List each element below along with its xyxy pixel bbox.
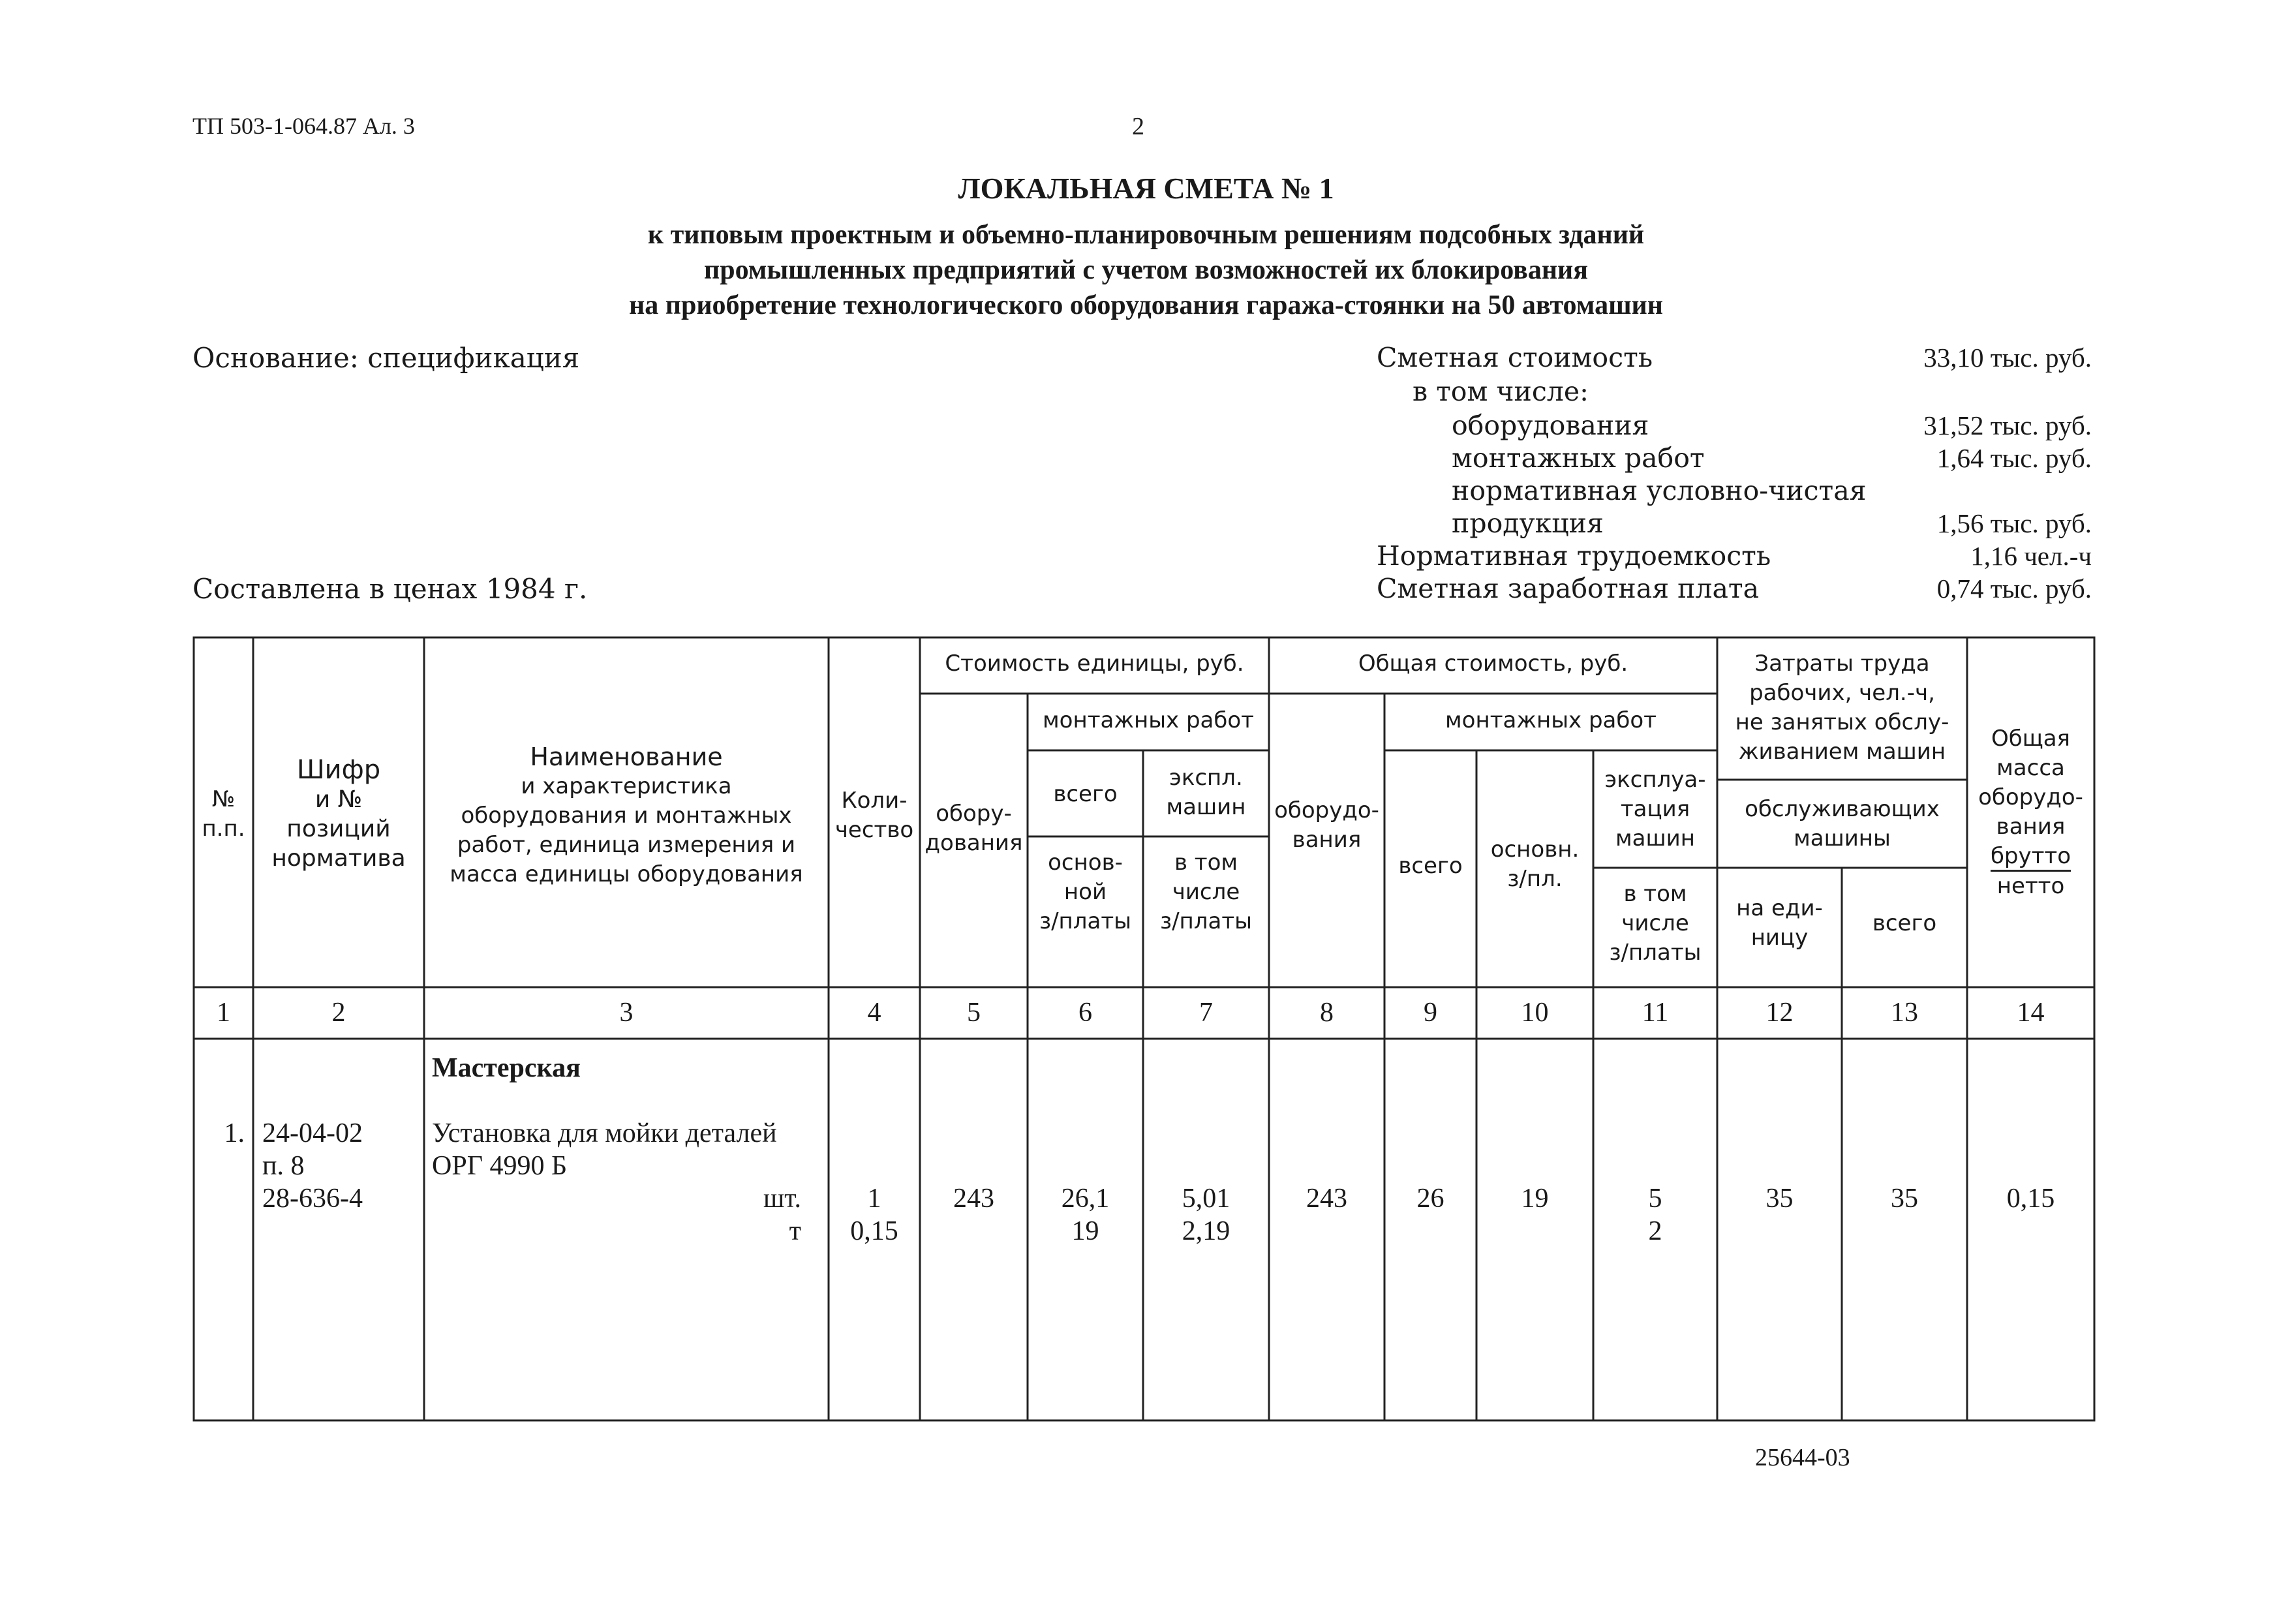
labor-per-unit: 35 xyxy=(1765,1184,1794,1214)
column-number: 4 xyxy=(867,998,881,1028)
unit-machines-cost: 5,01 2,19 xyxy=(1182,1184,1230,1246)
column-number: 6 xyxy=(1078,998,1092,1028)
installation-label: монтажных работ xyxy=(1452,442,1705,474)
net-product-label: нормативная условно-чистая xyxy=(1452,475,1867,506)
labor-value: 1,16 чел.-ч xyxy=(1970,541,2092,571)
total-equipment-cost: 243 xyxy=(1306,1184,1347,1214)
col7-top-header: экспл. машин xyxy=(1166,765,1246,820)
col14-header: Общая масса оборудо- вания брутто нетто xyxy=(1967,724,2094,901)
net-product-value: 1,56 тыс. руб. xyxy=(1936,508,2092,538)
col6-bottom-header: основ- ной з/платы xyxy=(1039,850,1131,934)
serving-machines-header: обслуживающих машины xyxy=(1745,796,1940,851)
total-cost-header: Общая стоимость, руб. xyxy=(1358,651,1628,677)
wages-label: Сметная заработная плата xyxy=(1377,573,1760,604)
col11-top-header: эксплуа- тация машин xyxy=(1604,767,1706,851)
quantity: 1 0,15 xyxy=(850,1184,898,1246)
col11-bottom-header: в том числе з/платы xyxy=(1609,881,1702,966)
net-product-label-2: продукция xyxy=(1452,508,1604,539)
labor-label: Нормативная трудоемкость xyxy=(1377,540,1771,572)
col12-header: на еди- ницу xyxy=(1736,895,1823,951)
total-install-header: монтажных работ xyxy=(1445,707,1657,733)
total-wages: 19 xyxy=(1521,1184,1549,1214)
unit-cost-header: Стоимость единицы, руб. xyxy=(945,651,1244,677)
total-install-cost: 26 xyxy=(1416,1184,1444,1214)
column-number: 7 xyxy=(1199,998,1213,1028)
estimated-cost-value: 33,10 тыс. руб. xyxy=(1923,343,2092,373)
column-number: 1 xyxy=(217,998,230,1028)
document-code: ТП 503-1-064.87 Ал. 3 xyxy=(192,113,415,139)
unit-install-total: 26,1 19 xyxy=(1061,1184,1110,1246)
item-name: Установка для мойки деталей ОРГ 4990 Б xyxy=(432,1118,777,1181)
labor-total: 35 xyxy=(1891,1184,1918,1214)
unit-equipment-cost: 243 xyxy=(953,1184,994,1214)
document-title: ЛОКАЛЬНАЯ СМЕТА № 1 xyxy=(958,172,1334,205)
column-number: 8 xyxy=(1320,998,1334,1028)
basis-text: Основание: спецификация xyxy=(192,342,580,374)
equipment-label: оборудования xyxy=(1452,410,1649,441)
column-number: 9 xyxy=(1424,998,1437,1028)
column-number: 14 xyxy=(2017,998,2045,1028)
equipment-mass: 0,15 xyxy=(2006,1184,2055,1214)
net-label: нетто xyxy=(1996,873,2065,899)
norm-code: 24-04-02 п. 8 28-636-4 xyxy=(262,1118,363,1214)
column-number: 13 xyxy=(1891,998,1918,1028)
column-number: 12 xyxy=(1765,998,1794,1028)
col1-header: № п.п. xyxy=(202,786,245,842)
column-number: 3 xyxy=(619,998,634,1028)
gross-label: брутто xyxy=(1991,842,2071,872)
footer-doc-number: 25644-03 xyxy=(1755,1444,1850,1471)
installation-value: 1,64 тыс. руб. xyxy=(1936,443,2092,473)
col8-header: оборудо- вания xyxy=(1274,797,1379,853)
col10-header: основн. з/пл. xyxy=(1490,836,1580,892)
title-line-3: на приобретение технологического оборудования гаража-стоянки на 50 автомашин xyxy=(629,290,1663,320)
wages-value: 0,74 тыс. руб. xyxy=(1936,574,2092,604)
col2-header: Шифр и № позиций норматива xyxy=(271,755,406,872)
column-number: 5 xyxy=(967,998,981,1028)
section-title: Мастерская xyxy=(432,1053,581,1083)
col6-top-header: всего xyxy=(1053,781,1118,807)
col13-header: всего xyxy=(1872,910,1937,936)
col4-header: Коли- чество xyxy=(834,788,914,843)
col9-header: всего xyxy=(1398,853,1463,879)
item-units: шт. т xyxy=(763,1184,801,1246)
prices-text: Составлена в ценах 1984 г. xyxy=(192,573,588,605)
row-number: 1. xyxy=(224,1118,245,1148)
column-number: 11 xyxy=(1642,998,1669,1028)
page-number: 2 xyxy=(1132,113,1144,140)
labor-header: Затраты труда рабочих, чел.-ч, не занятых обслу- живанием машин xyxy=(1735,651,1949,765)
col3-header: Наименование и характеристика оборудования и монтажных работ, единица измерения и масса единицы оборудования xyxy=(450,743,803,887)
equipment-value: 31,52 тыс. руб. xyxy=(1923,410,2092,440)
col7-bottom-header: в том числе з/платы xyxy=(1160,850,1252,934)
including-label: в том числе: xyxy=(1413,376,1589,407)
estimated-cost-label: Сметная стоимость xyxy=(1377,342,1653,373)
col5-header: обору- дования xyxy=(924,801,1023,856)
title-line-1: к типовым проектным и объемно-планировочным решениям подсобных зданий xyxy=(647,220,1645,250)
column-number: 2 xyxy=(331,998,346,1028)
total-machines-cost: 5 2 xyxy=(1648,1184,1662,1246)
unit-install-header: монтажных работ xyxy=(1043,707,1254,733)
title-line-2: промышленных предприятий с учетом возможностей их блокирования xyxy=(704,255,1588,285)
column-number: 10 xyxy=(1521,998,1549,1028)
